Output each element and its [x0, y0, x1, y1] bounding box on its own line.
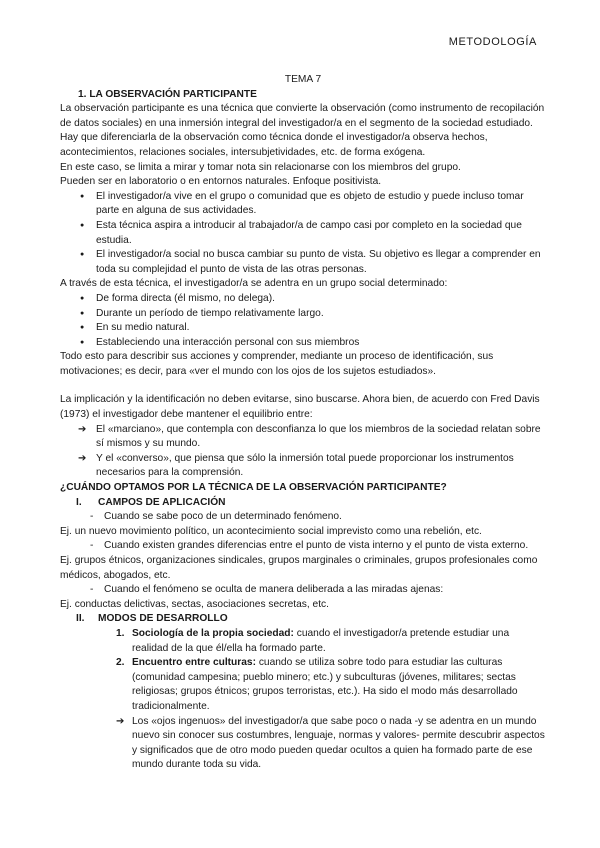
list-item: ● Durante un período de tiempo relativamente largo. — [60, 307, 546, 322]
list-item: ● Estableciendo una interacción personal con sus miembros — [60, 336, 546, 351]
paragraph: En este caso, se limita a mirar y tomar nota sin relacionarse con los miembros del grupo. — [60, 161, 461, 173]
item-number: 2. — [116, 657, 125, 669]
subsection-heading — [60, 496, 546, 511]
paragraph: La observación participante es una técnica que convierte la observación (como instrumento de recopilación de datos sociales) en una inmersión integral del investigador/a en el segmento de la sociedad estudiado. — [60, 103, 545, 129]
paragraph: Hay que diferenciarla de la observación como técnica donde el investigador/a observa hechos, acontecimientos, relaciones sociales, intersubjetividades, etc. de forma exógena. — [60, 132, 488, 158]
page-header-subject: METODOLOGÍA — [448, 36, 537, 48]
arrow-list — [60, 715, 546, 773]
list-item: ● El investigador/a vive en el grupo o comunidad que es objeto de estudio y puede incluso tomar parte en alguna de sus actividades. — [60, 190, 546, 219]
dash-list — [60, 510, 546, 525]
example-text: Ej. conductas delictivas, sectas, asociaciones secretas, etc. — [60, 598, 329, 610]
arrow-list — [60, 423, 546, 481]
subsection-title: MODOS DE DESARROLLO — [98, 613, 228, 625]
spacer — [60, 379, 546, 393]
paragraph: Todo esto para describir sus acciones y comprender, mediante un proceso de identificación, sus motivaciones; es decir, para «ver el mundo con los ojos de los sujetos estudiados». — [60, 351, 494, 377]
subsection-heading — [60, 612, 546, 627]
example-text: Ej. un nuevo movimiento político, un acontecimiento social imprevisto como una rebelión, etc. — [60, 525, 482, 537]
subsection-title: CAMPOS DE APLICACIÓN — [98, 496, 226, 508]
section-2-title: ¿CUÁNDO OPTAMOS POR LA TÉCNICA DE LA OBSERVACIÓN PARTICIPANTE? — [60, 482, 447, 494]
item-title: Encuentro entre culturas: — [132, 657, 256, 669]
list-item: - Cuando se sabe poco de un determinado fenómeno. — [60, 510, 546, 525]
dash-list — [60, 583, 546, 598]
bullet-list — [60, 190, 546, 278]
list-item: ● Esta técnica aspira a introducir al trabajador/a de campo casi por completo en la sociedad que estudia. — [60, 219, 546, 248]
paragraph: Pueden ser en laboratorio o en entornos naturales. Enfoque positivista. — [60, 176, 382, 188]
item-number: 1. — [116, 627, 125, 639]
paragraph: La implicación y la identificación no deben evitarse, sino buscarse. Ahora bien, de acuerdo con Fred Davis (1973) el investigador debe mantener el equilibrio entre: — [60, 394, 540, 421]
list-item: ● El investigador/a social no busca cambiar su punto de vista. Su objetivo es llegar a comprender en toda su complejidad el punto de vista de las otras personas. — [60, 248, 546, 277]
list-item: ● De forma directa (él mismo, no delega). — [60, 292, 546, 307]
item-title: Sociología de la propia sociedad: — [132, 627, 294, 639]
list-item: - Cuando existen grandes diferencias entre el punto de vista interno y el punto de vista externo. — [60, 539, 546, 554]
item-text: cuando el investigador/a pretende estudiar una realidad de la que él/ella ha formado parte. — [132, 627, 510, 654]
list-item — [60, 656, 546, 714]
item-text: cuando se utiliza sobre todo para estudiar las culturas (comunidad campesina; pueblo minero; etc.) y subculturas (jóvenes, militares; sectas religiosas; grupos étnicos; grupos terroristas, etc.). Ha sido el modo más desarrollado tradicionalmente. — [132, 657, 518, 712]
list-item: ● En su medio natural. — [60, 321, 546, 336]
tema-heading: TEMA 7 — [284, 74, 322, 85]
bullet-list — [60, 292, 546, 350]
roman-numeral: II. — [76, 613, 85, 625]
list-item — [60, 627, 546, 656]
roman-numeral: I. — [76, 496, 82, 508]
list-item: ➔ El «marciano», que contempla con desconfianza lo que los miembros de la sociedad relatan sobre sí mismos y su mundo. — [60, 423, 546, 452]
list-item: ➔ Y el «converso», que piensa que sólo la inmersión total puede proporcionar los instrumentos necesarios para la comprensión. — [60, 452, 546, 481]
list-item: - Cuando el fenómeno se oculta de manera deliberada a las miradas ajenas: — [60, 583, 546, 598]
section-1-title: 1. LA OBSERVACIÓN PARTICIPANTE — [78, 88, 257, 100]
document-body — [60, 73, 546, 773]
numbered-list — [60, 627, 546, 715]
dash-list — [60, 539, 546, 554]
example-text: Ej. grupos étnicos, organizaciones sindicales, grupos marginales o criminales, grupos profesionales como médicos, abogados, etc. — [60, 555, 538, 581]
paragraph: A través de esta técnica, el investigador/a se adentra en un grupo social determinado: — [60, 278, 448, 290]
list-item: ➔ Los «ojos ingenuos» del investigador/a que sabe poco o nada -y se adentra en un mundo nuevo sin conocer sus costumbres, lenguaje, normas y valores- permite descubrir aspectos y significados que de otro modo pueden quedar ocultos a quien ha formado parte de ese mundo durante toda su vida. — [60, 715, 546, 773]
